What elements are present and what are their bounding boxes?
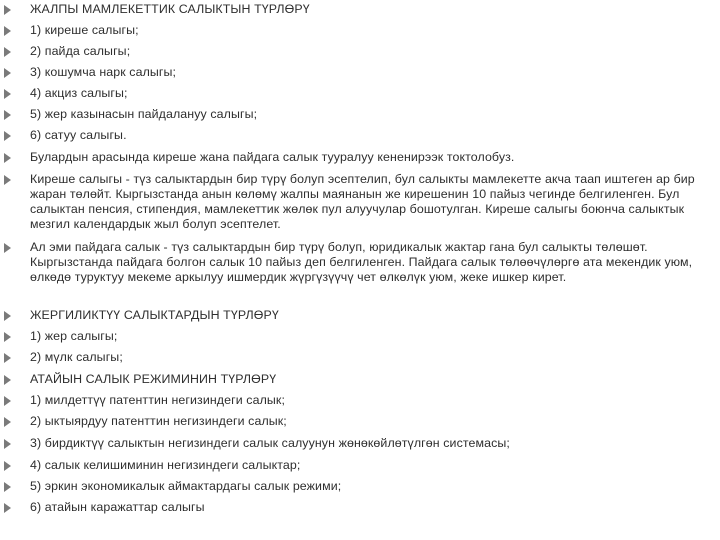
bullet-arrow-icon [4,68,11,78]
list-item-text: 4) акциз салыгы; [30,86,128,100]
bullet-arrow-icon [4,311,11,321]
list-item-text: 5) жер казынасын пайдалануу салыгы; [30,107,258,121]
bullet-arrow-icon [4,110,11,120]
list-item-text: 3) бирдиктүү салыктын негизиндеги салык салуунун жөнөкөйлөтүлгөн системасы; [30,436,510,450]
bullet-arrow-icon [4,461,11,471]
bullet-arrow-icon [4,375,11,385]
bullet-arrow-icon [4,47,11,57]
list-item-text: 6) сатуу салыгы. [30,128,127,142]
bullet-arrow-icon [4,396,11,406]
bullet-arrow-icon [4,131,11,141]
list-item-text: ЖАЛПЫ МАМЛЕКЕТТИК САЛЫКТЫН ТҮРЛӨРҮ [30,2,310,16]
bullet-arrow-icon [4,26,11,36]
list-item-text: 1) киреше салыгы; [30,23,139,37]
bullet-arrow-icon [4,332,11,342]
list-item-text: 4) салык келишиминин негизиндеги салыктар; [30,458,301,472]
list-item-text: Ал эми пайдага салык - түз салыктардын бир түрү болуп, юридикалык жактар гана бул салыкты төлөшөт. Кыргызстанда пайдага болгон салык 10 пайыз деп белгиленген. Пайдага салык төлөөчүлөргө ата мекендик уюм, өлкөдө туруктуу мекеме аркылуу ишмердик жүргүзүүчү чет өлкөлүк уюм, жеке ишкер кирет. [30,240,693,284]
bullet-arrow-icon [4,353,11,363]
bullet-arrow-icon [4,417,11,427]
list-item-text: 3) кошумча нарк салыгы; [30,65,177,79]
bullet-arrow-icon [4,439,11,449]
bullet-arrow-icon [4,482,11,492]
list-item-text: 5) эркин экономикалык аймактардагы салык режими; [30,479,342,493]
bullet-arrow-icon [4,175,11,185]
list-item-text: 2) мүлк салыгы; [30,350,123,364]
list-item-text: Киреше салыгы - түз салыктардын бир түрү болуп эсептелип, бул салыкты мамлекетте акча таап иштеген ар бир жаран төлөйт. Кыргызстанда анын көлөмү жалпы маянанын же кирешенин 10 пайыз чегинде белгиленген. Бул салыктан пенсия, стипендия, мамлекеттик жөлөк пул алуучулар бошотулган. Киреше салыгы боюнча салыктык мезгил календардык жыл болуп эсептелет. [30,172,695,231]
list-item-text: 2) ыктыярдуу патенттин негизиндеги салык; [30,414,287,428]
list-item-text: АТАЙЫН САЛЫК РЕЖИМИНИН ТҮРЛӨРҮ [30,372,277,386]
list-item-text: Булардын арасында киреше жана пайдага салык тууралуу кененирээк токтолобуз. [30,150,515,164]
bullet-arrow-icon [4,243,11,253]
list-item-text: 1) жер салыгы; [30,329,118,343]
bullet-arrow-icon [4,89,11,99]
list-item-text: 1) милдеттүү патенттин негизиндеги салык; [30,393,285,407]
list-item-text: 2) пайда салыгы; [30,44,131,58]
bullet-arrow-icon [4,153,11,163]
list-item-text: 6) атайын каражаттар салыгы [30,500,205,514]
list-item-text: ЖЕРГИЛИКТҮҮ САЛЫКТАРДЫН ТҮРЛӨРҮ [30,308,279,322]
bullet-arrow-icon [4,5,11,15]
bullet-arrow-icon [4,503,11,513]
